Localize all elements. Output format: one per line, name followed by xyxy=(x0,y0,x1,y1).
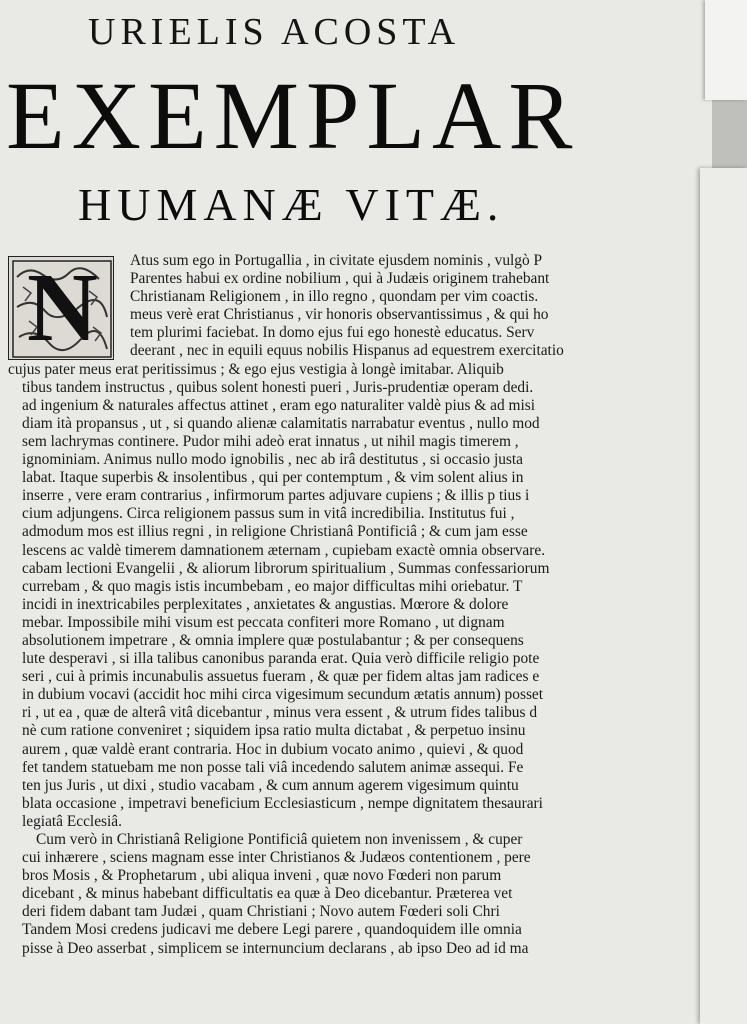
text-line: tem plurimi faciebat. In domo ejus fui ego honestè educatus. Serv xyxy=(130,324,535,342)
text-line: pisse à Deo asserbat , simplicem se internuncium declarans , ab ipso Deo ad id ma xyxy=(22,939,529,957)
text-line: deerant , nec in equili equus nobilis Hispanus ad equestrem exercitatio xyxy=(130,342,564,360)
text-line: inserre , vere eram contrarius , infirmorum partes adjuvare cupiens ; & illis p tius i xyxy=(22,487,530,505)
document-subtitle: HUMANÆ VITÆ. xyxy=(78,179,505,230)
text-line: cabam lectioni Evangelii , & aliorum librorum spiritualium , Summas confessariorum xyxy=(22,559,550,577)
drop-cap-letter: N xyxy=(27,256,98,360)
text-line: sem lachrymas continere. Pudor mihi adeò erat innatus , ut nihil magis timerem , xyxy=(22,432,519,450)
text-line: cujus pater meus erat peritissimus ; & ego ejus vestigia à longè imitabar. Aliquib xyxy=(8,360,504,378)
text-line: nè cum ratione conveniret ; siquidem ipsa ratio multa dictabat , & perpetuo insinu xyxy=(22,722,526,740)
text-line: admodum mos est illius regni , in religione Christianâ Pontificiâ ; & cum jam esse xyxy=(22,523,528,541)
text-line: Atus sum ego in Portugallia , in civitate ejusdem nominis , vulgò P xyxy=(130,252,543,269)
text-line: legiatâ Ecclesiâ. xyxy=(22,812,122,830)
text-line: dicebant , & minus habebant difficultatis ea quæ à Deo dicebantur. Præterea vet xyxy=(22,885,513,903)
document-title: EXEMPLAR xyxy=(6,62,580,169)
text-line: ri , ut ea , quæ de alterâ vitâ dicebantur , minus vera essent , & utrum fides talibus d xyxy=(22,704,538,722)
text-line: lute desperavi , si illa talibus canonibus paranda erat. Quia verò difficile religio pote xyxy=(22,650,540,668)
text-line: cui inhærere , sciens magnam esse inter Christianos & Judæos contentionem , pere xyxy=(22,849,531,867)
adjacent-page-upper xyxy=(705,0,747,100)
text-line: blata occasione , impetravi beneficium Ecclesiasticum , nempe dignitatem thesaurari xyxy=(22,794,543,812)
text-line: currebam , & quo magis istis incumbebam , eo major difficultas mihi oriebatur. T xyxy=(22,577,523,595)
text-line: labat. Itaque superbis & insolentibus , qui per contemptum , & vim solent alius in xyxy=(22,469,524,487)
text-line: absolutionem impetrare , & omnia implere quæ postulabantur ; & per consequens xyxy=(22,631,524,649)
text-line: in dubium vocavi (accidit hoc mihi circa vigesimum secundum ætatis annum) posset xyxy=(22,686,544,704)
text-line: Parentes habui ex ordine nobilium , qui à Judæis originem trahebant xyxy=(130,270,550,288)
text-line: bros Mosis , & Prophetarum , ubi aliqua inveni , quæ novo Fœderi non parum xyxy=(22,867,502,885)
text-line: lescens ac valdè timerem damnationem æternam , cupiebam exactè omnia observare. xyxy=(22,541,546,559)
text-line: seri , cui à primis incunabulis assuetus fueram , & quæ per fidem altas jam radices e xyxy=(22,668,540,686)
text-line: aurem , quæ valdè erant contraria. Hoc in dubium vocato animo , quievi , & quod xyxy=(22,740,524,758)
text-line: Tandem Mosi credens judicavi me debere Legi parere , quandoquidem ille omnia xyxy=(22,921,522,939)
text-line: mebar. Impossibile mihi visum est peccata confiteri more Romano , ut dignam xyxy=(22,613,505,631)
text-line: incidi in inextricabiles perplexitates , anxietates & angustias. Mœrore & dolore xyxy=(22,595,509,613)
author-heading: URIELIS ACOSTA xyxy=(88,11,461,53)
text-line: meus verè erat Christianus , vir honoris observantissimus , & qui ho xyxy=(130,306,549,324)
adjacent-page-lower xyxy=(700,168,747,1024)
text-line: fet tandem statuebam me non posse tali viâ incedendo salutem animæ assequi. Fe xyxy=(22,758,524,776)
body-text xyxy=(0,252,712,958)
text-line: ignominiam. Animus nullo modo ignobilis , nec ab irâ destitutus , si occasio justa xyxy=(22,451,524,469)
text-line: diam ità propansus , ut , si quando alienæ calamitatis narrabatur eventus , nullo mod xyxy=(22,414,540,432)
text-line: ad ingenium & naturales affectus attinet , eram ego naturaliter valdè pius & ad misi xyxy=(22,396,536,414)
text-line: ten jus Juris , ut dixi , studio vacabam , & cum annum agerem vigesimum quintu xyxy=(22,776,519,794)
text-line: Christianam Religionem , in illo regno , quondam per vim coactis. xyxy=(130,288,539,306)
text-line: deri fidem dabant tam Judæi , quam Christiani ; Novo autem Fœderi soli Chri xyxy=(22,903,500,921)
text-line: Cum verò in Christianâ Religione Pontificiâ quietem non invenissem , & cuper xyxy=(36,831,523,848)
text-line: tibus tandem instructus , quibus solent honesti pueri , Juris-prudentiæ operam dedi. xyxy=(22,378,534,396)
text-line: cium adjungens. Circa religionem passus sum in vitâ incredibilia. Institutus fui , xyxy=(22,505,515,523)
